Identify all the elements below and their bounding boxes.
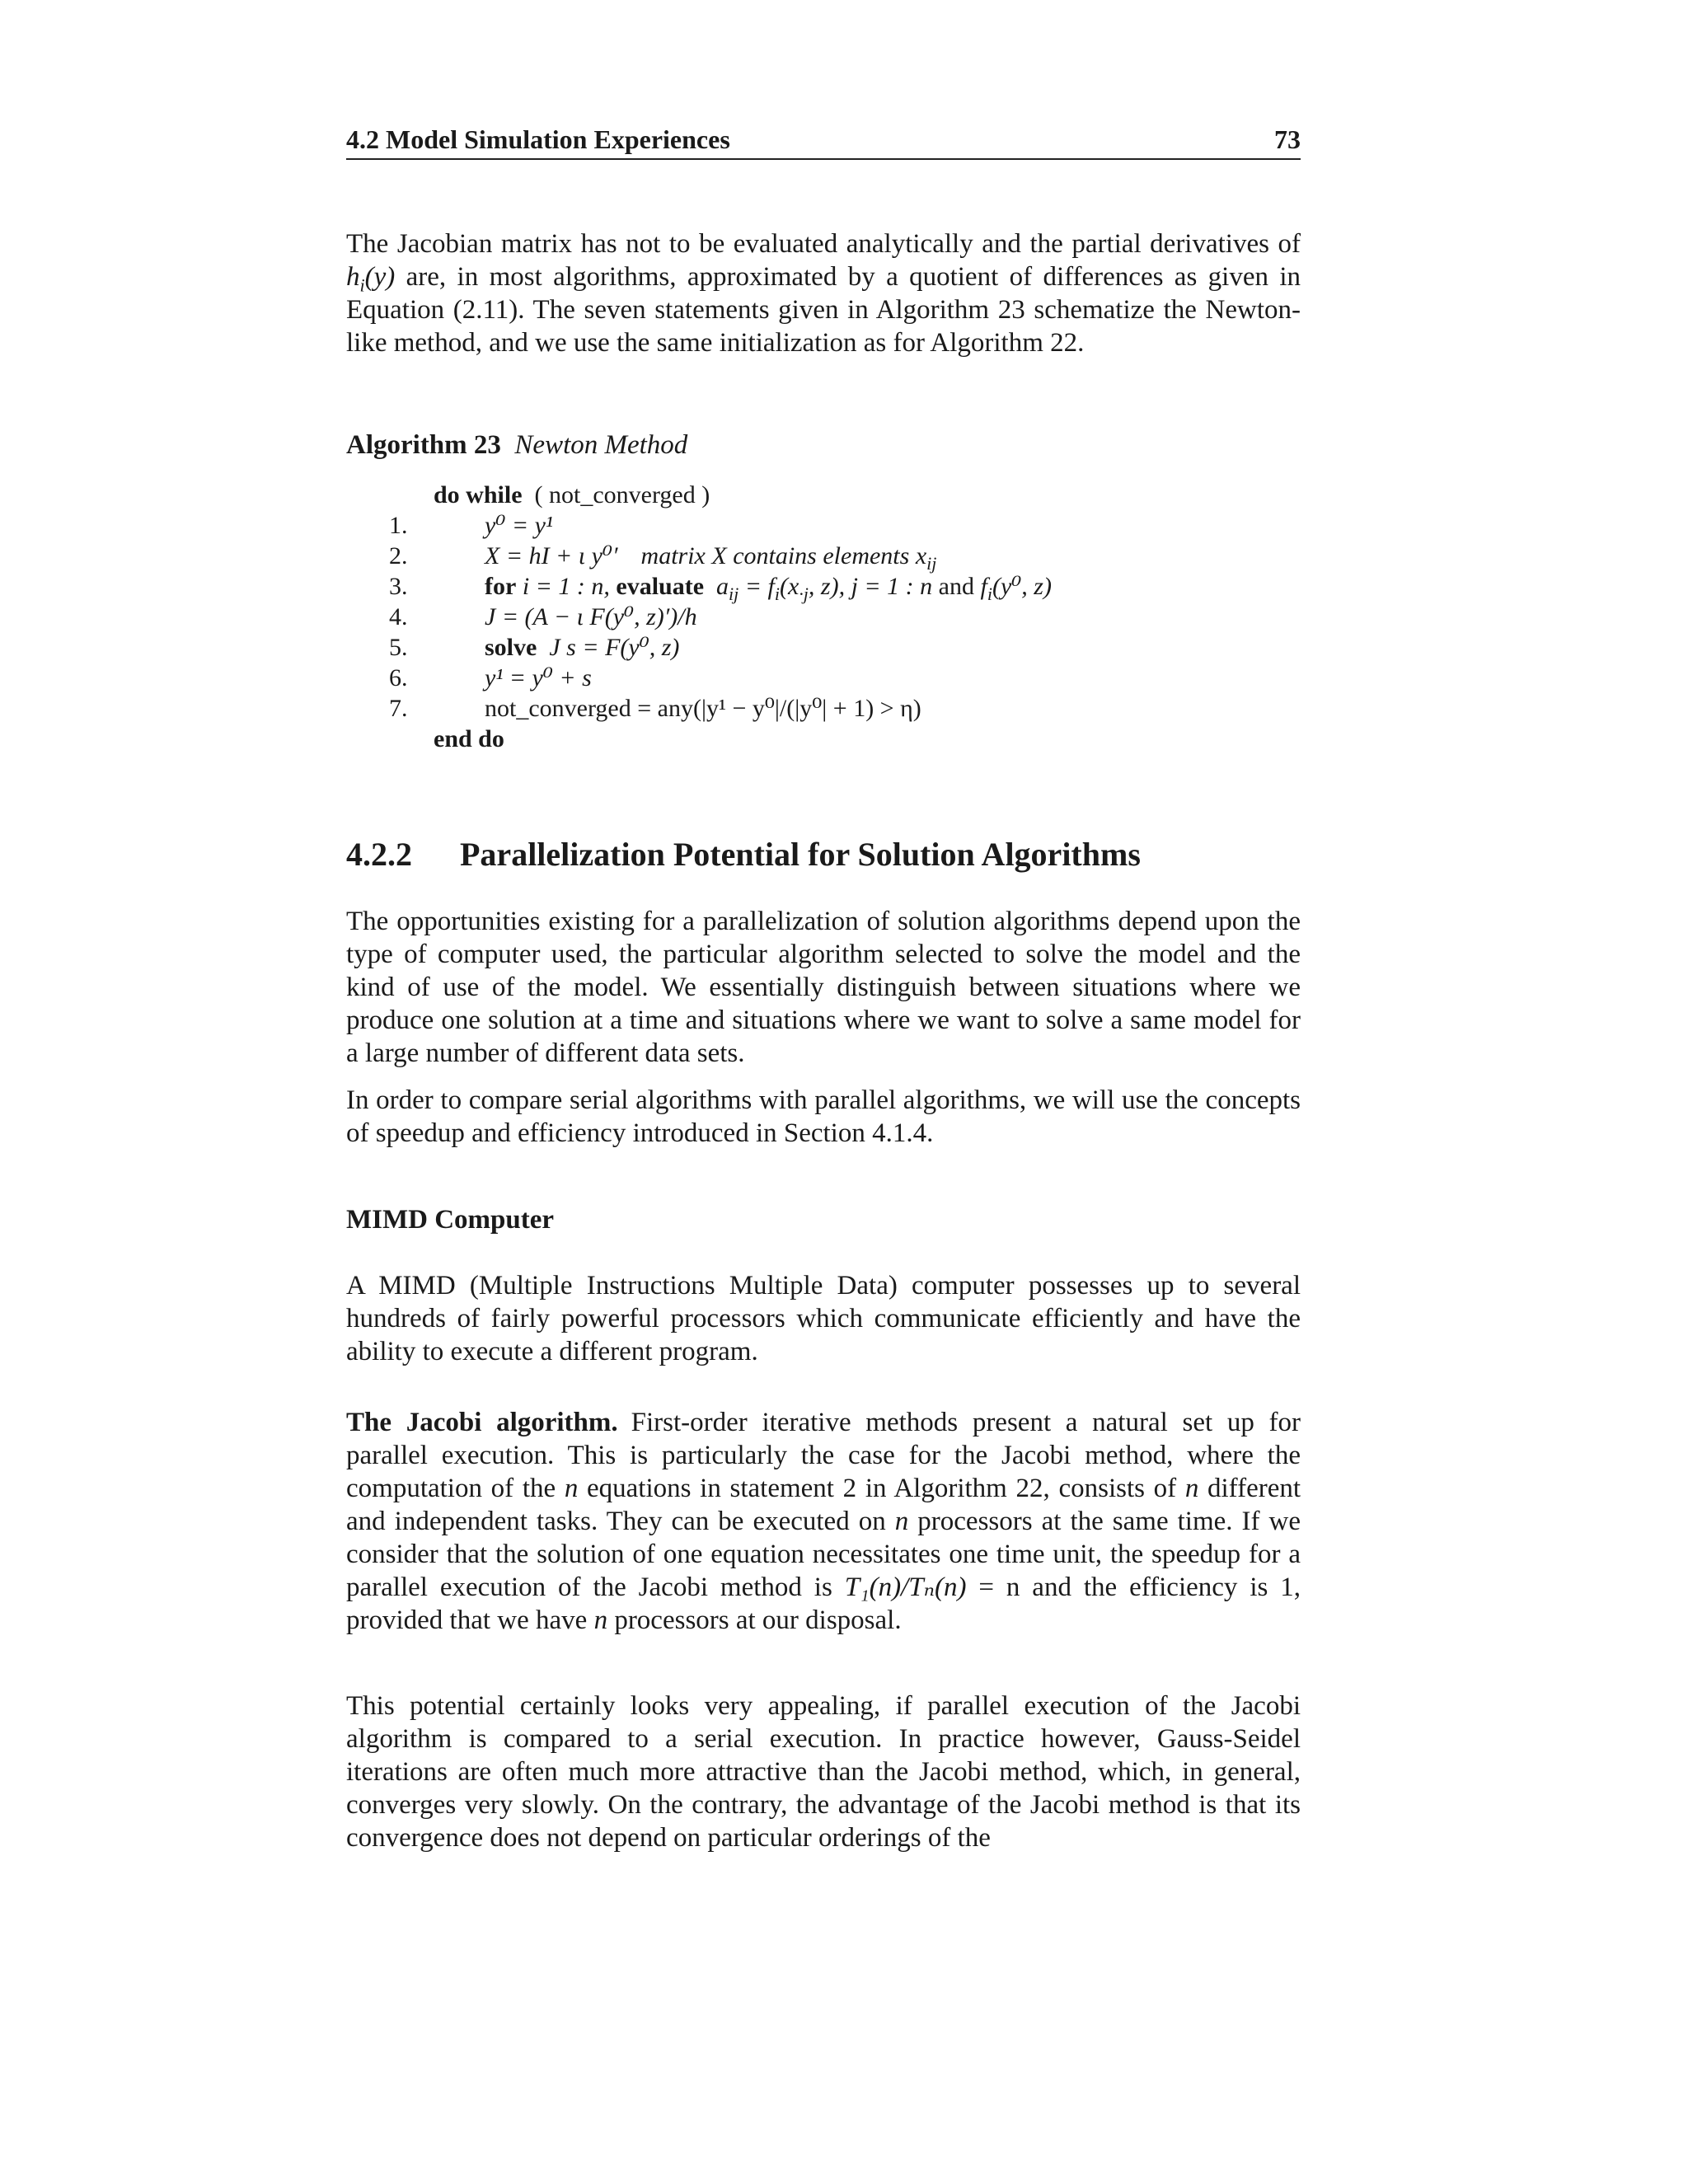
intro-paragraph-block bbox=[346, 227, 1301, 359]
mimd-paragraph-block bbox=[346, 1269, 1301, 1368]
section-paragraph-1: The opportunities existing for a parallelization of solution algorithms depend upon the type of computer used, the particular algorithm selected to solve the model and the kind of use of the model. We essentially distinguish between situations where we produce one solution at a time and situations where we want to solve a same model for a large number of different data sets. bbox=[346, 907, 1301, 1068]
jacobi-paragraph-1-block bbox=[346, 1406, 1301, 1637]
algorithm-step: 1. y⁰ = y¹ bbox=[389, 512, 553, 539]
algorithm-open-line: do while ( not_converged ) bbox=[434, 481, 710, 509]
jacobi-paragraph-1: The Jacobi algorithm. First-order iterative methods present a natural set up for parallel execution. This is particularly the case for the Jacobi method, where the computation of the n equations in statement 2 in Algorithm 22, consists of n different and independent tasks. They can be executed on n processors at the same time. If we consider that the solution of one equation necessitates one time unit, the speedup for a parallel execution of the Jacobi method is T₁(n)/Tₙ(n) = n and the efficiency is 1, provided that we have n processors at our disposal. bbox=[346, 1408, 1301, 1635]
running-head bbox=[346, 120, 1301, 160]
section-number: 4.2.2 bbox=[346, 836, 412, 873]
section-paragraph-2: In order to compare serial algorithms with parallel algorithms, we will use the concepts of speedup and efficiency introduced in Section 4.1.4. bbox=[346, 1085, 1301, 1148]
algorithm-step: 2. X = hI + ι y⁰′ matrix X contains elements $x_{ij}$ bbox=[389, 542, 937, 574]
algorithm-name: Newton Method bbox=[514, 430, 688, 460]
subsection-heading: MIMD Computer bbox=[346, 1205, 555, 1235]
mimd-paragraph: A MIMD (Multiple Instructions Multiple Data) computer possesses up to several hundreds of fairly powerful processors which communicate efficiently and have the ability to execute a different program. bbox=[346, 1271, 1301, 1366]
page bbox=[346, 0, 1301, 2184]
intro-paragraph: The Jacobian matrix has not to be evaluated analytically and the partial derivatives of $h_i(y)$ are, in most algorithms, approximated by a quotient of differences as given in Equation (2.11). The seven statements given in Algorithm 23 schematize the Newton-like method, and we use the same initialization as for Algorithm 22. bbox=[346, 229, 1301, 358]
algorithm-close-line: end do bbox=[434, 725, 504, 752]
section-title: Parallelization Potential for Solution Algorithms bbox=[460, 836, 1141, 873]
section-paragraph-1-block bbox=[346, 905, 1301, 1070]
running-head-title: 4.2 Model Simulation Experiences bbox=[346, 124, 730, 154]
algorithm-body bbox=[346, 480, 1301, 754]
page-number: 73 bbox=[1274, 124, 1301, 154]
section-heading bbox=[346, 832, 1141, 877]
jacobi-paragraph-2: This potential certainly looks very appealing, if parallel execution of the Jacobi algorithm is compared to a serial execution. In practice however, Gauss-Seidel iterations are often much more attractive than the Jacobi method, which, in general, converges very slowly. On the contrary, the advantage of the Jacobi method is that its convergence does not depend on particular orderings of the bbox=[346, 1691, 1301, 1853]
jacobi-paragraph-2-block bbox=[346, 1690, 1301, 1854]
jacobi-runin-heading: The Jacobi algorithm. bbox=[346, 1408, 618, 1437]
section-paragraph-2-block bbox=[346, 1084, 1301, 1150]
algorithm-step: 3. for i = 1 : n, evaluate $a_{ij} = f_i(x_{\cdot j}$, z), j = 1 : n and $f_i(y^0$, z) bbox=[389, 573, 1052, 604]
algorithm-step: 4. J = (A − ι F(y⁰, z)′)/h bbox=[389, 603, 697, 630]
algorithm-step: 7. not_converged = any(|y¹ − y⁰|/(|y⁰| + 1) > η) bbox=[389, 695, 921, 722]
algorithm-step: 6. y¹ = y⁰ + s bbox=[389, 664, 592, 691]
algorithm-label: Algorithm 23 bbox=[346, 430, 501, 460]
algorithm-step: 5. solve J s = F(y⁰, z) bbox=[389, 634, 680, 661]
algorithm-caption bbox=[346, 429, 687, 462]
